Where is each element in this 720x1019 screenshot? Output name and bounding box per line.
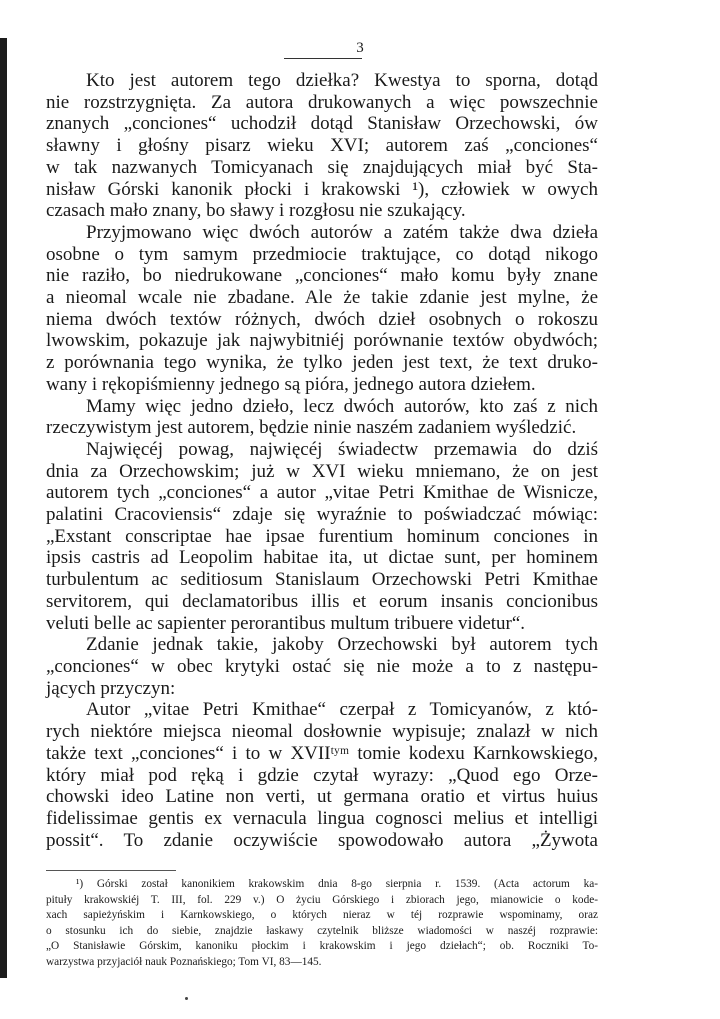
- footnote-line: pituły krakowskiéj T. III, fol. 229 v.) O życiu Górskiego i zbiorach jego, mianowicie o kode-: [46, 893, 598, 906]
- text-line: osobne o tym samym przedmiocie traktujące, co dotąd nikogo: [46, 243, 598, 265]
- text-line: wany i rękopiśmienny jednego są pióra, jednego autora dziełem.: [46, 373, 536, 395]
- footnotes: [46, 877, 598, 971]
- footnote-line: warzystwa przyjaciół nauk Poznańskiego; Tom VI, 83—145.: [46, 955, 322, 968]
- text-line: niema dwóch textów różnych, dwóch dzieł osobnych o rokoszu: [46, 308, 598, 330]
- text-line: fidelissimae gentis ex vernacula lingua cognosci melius et intelligi: [46, 807, 598, 829]
- text-line: nie rozstrzygnięta. Za autora drukowanych a więc powszechnie: [46, 91, 598, 113]
- body-text: [46, 70, 598, 851]
- text-line: sławny i głośny pisarz wieku XVI; autorem zaś „conciones“: [46, 135, 598, 157]
- scan-speck: [185, 997, 188, 1000]
- text-line: także text „conciones“ i to w XVIIᵗʸᵐ tomie kodexu Karnkowskiego,: [46, 742, 598, 764]
- text-line: palatini Cracoviensis“ zdaje się wyraźnie to poświadczać mówiąc:: [46, 504, 598, 526]
- text-line: servitorem, qui declamatoribus illis et eorum insanis concionibus: [46, 590, 598, 612]
- text-line: veluti belle ac sapienter perorantibus multum tribuere videtur“.: [46, 612, 526, 634]
- text-line: „Exstant conscriptae hae ipsae furentium hominum conciones in: [46, 525, 598, 547]
- text-line: nie raziło, bo niedrukowane „conciones“ mało komu były znane: [46, 265, 598, 287]
- text-line: nisław Górski kanonik płocki i krakowski ¹), człowiek w owych: [46, 178, 598, 200]
- scan-border: [0, 38, 7, 978]
- text-line: a nieomal wcale nie zbadane. Ale że takie zdanie jest mylne, że: [46, 287, 598, 309]
- footnote-line: o stosunku ich do siebie, znajdzie łaskawy czytelnik bliższe wiadomości w naszéj rozprawie:: [46, 924, 598, 937]
- text-line: lwowskim, pokazuje jak najwybitniéj porównanie textów obydwóch;: [46, 330, 598, 352]
- text-line: autorem tych „conciones“ a autor „vitae Petri Kmithae de Wisnicze,: [46, 482, 598, 504]
- text-line: possit“. To zdanie oczywiście spowodowało autora „Żywota: [46, 829, 598, 851]
- text-line: Mamy więc jedno dzieło, lecz dwóch autorów, kto zaś z nich: [86, 395, 598, 417]
- footnote-separator: [46, 870, 176, 871]
- text-line: chowski ideo Latine non verti, ut germana oratio et virtus huius: [46, 786, 598, 808]
- text-line: „conciones“ w obec krytyki ostać się nie może a to z następu-: [46, 655, 598, 677]
- text-line: Kto jest autorem tego dziełka? Kwestya to sporna, dotąd: [86, 70, 598, 91]
- text-line: w tak nazwanych Tomicyanach się znajdujących miał być Sta-: [46, 156, 598, 178]
- footnote-line: „O Stanisławie Górskim, kanoniku płockim i krakowskim i jego dziełach“; ob. Roczniki To-: [46, 940, 598, 953]
- text-line: znanych „conciones“ uchodził dotąd Stanisław Orzechowski, ów: [46, 113, 598, 135]
- text-line: Przyjmowano więc dwóch autorów a zatém także dwa dzieła: [86, 221, 598, 243]
- text-line: Autor „vitae Petri Kmithae“ czerpał z Tomicyanów, z któ-: [86, 699, 598, 721]
- text-line: z porównania tego wynika, że tylko jeden jest text, że text druko-: [46, 352, 598, 374]
- page-number: 3: [356, 40, 364, 56]
- text-line: rych niektóre miejsca nieomal dosłownie wypisuje; znalazł w nich: [46, 721, 598, 743]
- text-line: Najwięcéj powag, najwięcéj świadectw przemawia do dziś: [86, 438, 598, 460]
- text-line: jących przyczyn:: [46, 677, 176, 699]
- text-line: dnia za Orzechowskim; już w XVI wieku mniemano, że on jest: [46, 460, 598, 482]
- text-line: czasach mało znany, bo sławy i rozgłosu nie szukający.: [46, 200, 466, 222]
- text-line: rzeczywistym jest autorem, będzie ninie naszém zadaniem wyśledzić.: [46, 417, 577, 439]
- footnote-line: xach sapieżyńskim i Karnkowskiego, o których nieraz w téj rozprawie wspominamy, oraz: [46, 909, 598, 922]
- footnote-line: ¹) Górski został kanonikiem krakowskim dnia 8-go sierpnia r. 1539. (Acta actorum ka-: [76, 878, 598, 890]
- text-line: turbulentum ac seditiosum Stanislaum Orzechowski Petri Kmithae: [46, 569, 598, 591]
- text-line: ipsis castris ad Leopolim habitae ita, ut dictae sunt, per hominem: [46, 547, 598, 569]
- text-line: który miał pod ręką i gdzie czytał wyrazy: „Quod ego Orze-: [46, 764, 598, 786]
- page-number-rule: [284, 58, 362, 59]
- text-line: Zdanie jednak takie, jakoby Orzechowski był autorem tych: [86, 634, 598, 656]
